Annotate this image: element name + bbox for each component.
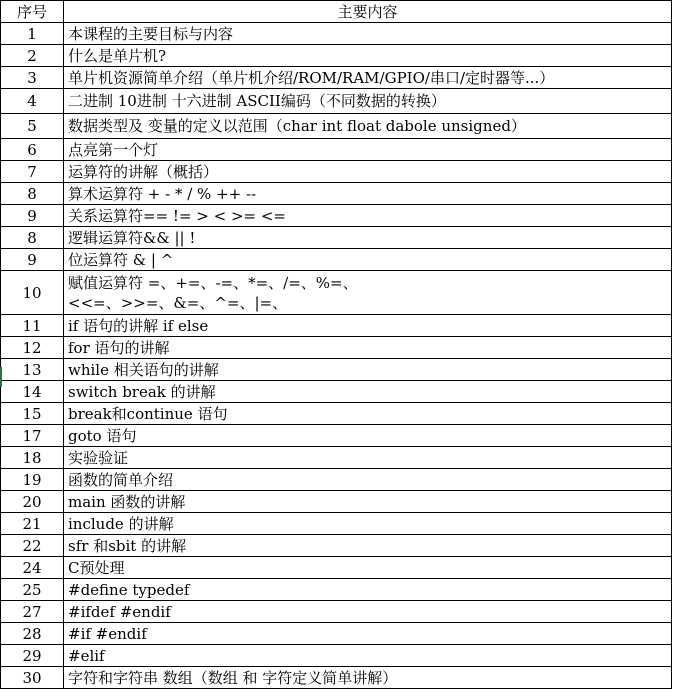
row-content-cell[interactable] [64, 447, 672, 469]
table-row [1, 447, 672, 469]
row-number-cell[interactable]: 18 [1, 447, 64, 469]
table-row [1, 645, 672, 667]
row-number-cell[interactable]: 20 [1, 491, 64, 513]
cell-text-line: for 语句的讲解 [68, 338, 170, 357]
cell-text-line: 本课程的主要目标与内容 [68, 24, 234, 43]
row-content-cell[interactable] [64, 205, 672, 227]
cell-text-line: 实验验证 [68, 448, 129, 467]
table-row [1, 557, 672, 579]
row-content-cell[interactable] [64, 667, 672, 689]
table-row [1, 337, 672, 359]
cell-text-line: <<=、>>=、&=、^=、|=、 [68, 293, 288, 312]
table-row [1, 469, 672, 491]
cell-text-line: #elif [68, 646, 105, 665]
row-number-cell[interactable]: 7 [1, 161, 64, 183]
row-number-cell[interactable]: 17 [1, 425, 64, 447]
row-content-cell[interactable] [64, 425, 672, 447]
row-content-cell[interactable] [64, 67, 672, 89]
table-row [1, 491, 672, 513]
cell-text-line: if 语句的讲解 if else [68, 316, 209, 335]
cell-text-line: 运算符的讲解（概括） [68, 162, 219, 181]
row-content-cell[interactable] [64, 315, 672, 337]
cell-text-line: 逻辑运算符&& || ! [68, 228, 196, 247]
row-content-cell[interactable] [64, 45, 672, 67]
table-row [1, 513, 672, 535]
cell-text-line: 单片机资源简单介绍（单片机介绍/ROM/RAM/GPIO/串口/定时器等...） [68, 68, 555, 87]
row-content-cell[interactable] [64, 601, 672, 623]
header-row [1, 1, 672, 23]
row-number-cell[interactable]: 9 [1, 249, 64, 271]
table-row [1, 623, 672, 645]
cell-text-line: 二进制 10进制 十六进制 ASCII编码（不同数据的转换） [68, 92, 446, 110]
row-number-cell[interactable]: 2 [1, 45, 64, 67]
row-content-cell[interactable] [64, 381, 672, 403]
table-row [1, 315, 672, 337]
table-row [1, 381, 672, 403]
cell-text-line: include 的讲解 [68, 514, 174, 533]
row-number-cell[interactable]: 27 [1, 601, 64, 623]
cell-text-line: 关系运算符== != > < >= <= [68, 206, 286, 225]
table-row [1, 359, 672, 381]
row-content-cell[interactable] [64, 271, 672, 315]
row-number-cell[interactable]: 29 [1, 645, 64, 667]
row-number-cell[interactable]: 11 [1, 315, 64, 337]
row-content-cell[interactable] [64, 491, 672, 513]
cell-text-line: 字符和字符串 数组（数组 和 字符定义简单讲解） [68, 668, 398, 687]
row-content-cell[interactable] [64, 579, 672, 601]
cell-text-line: 点亮第一个灯 [68, 140, 159, 159]
row-content-cell[interactable] [64, 535, 672, 557]
row-number-cell[interactable]: 28 [1, 623, 64, 645]
row-content-cell[interactable] [64, 89, 672, 114]
row-number-cell[interactable]: 3 [1, 67, 64, 89]
row-number-cell[interactable]: 8 [1, 183, 64, 205]
row-content-cell[interactable] [64, 557, 672, 579]
row-content-cell[interactable] [64, 645, 672, 667]
row-content-cell[interactable] [64, 114, 672, 139]
table-row [1, 114, 672, 139]
header-cell-number[interactable]: 序号 [1, 1, 64, 23]
table-row [1, 535, 672, 557]
cell-text-line: #define typedef [68, 580, 190, 599]
row-content-cell[interactable] [64, 249, 672, 271]
table-row [1, 403, 672, 425]
table-row [1, 45, 672, 67]
row-content-cell[interactable] [64, 139, 672, 161]
row-number-cell[interactable]: 1 [1, 23, 64, 45]
cell-text-line: break和continue 语句 [68, 404, 228, 423]
row-number-cell[interactable]: 5 [1, 114, 64, 139]
table-row [1, 601, 672, 623]
cell-text-line: goto 语句 [68, 426, 137, 445]
cell-text-line: 数据类型及 变量的定义以范围（char int float dabole unsigned） [68, 117, 526, 135]
table-row [1, 161, 672, 183]
table-row [1, 227, 672, 249]
table-row [1, 67, 672, 89]
cell-text-line: while 相关语句的讲解 [68, 360, 219, 379]
table-row [1, 249, 672, 271]
row-number-cell[interactable]: 14 [1, 381, 64, 403]
cell-text-line: #ifdef #endif [68, 602, 171, 621]
row-number-cell[interactable]: 15 [1, 403, 64, 425]
row-content-cell[interactable] [64, 403, 672, 425]
row-number-cell[interactable]: 21 [1, 513, 64, 535]
row-number-cell[interactable]: 30 [1, 667, 64, 689]
cell-text-line: C预处理 [68, 558, 125, 577]
table-row [1, 139, 672, 161]
row-number-cell[interactable]: 4 [1, 89, 64, 114]
row-number-cell[interactable]: 22 [1, 535, 64, 557]
cell-text-line: #if #endif [68, 624, 147, 643]
cell-text-line: 函数的简单介绍 [68, 470, 174, 489]
row-number-cell[interactable]: 13 [1, 359, 64, 381]
row-number-cell[interactable]: 6 [1, 139, 64, 161]
table-row [1, 425, 672, 447]
cell-text-line: 赋值运算符 =、+=、-=、*=、/=、%=、 [68, 273, 358, 292]
row-number-cell[interactable]: 25 [1, 579, 64, 601]
table-row [1, 89, 672, 114]
row-content-cell[interactable] [64, 23, 672, 45]
table-row [1, 23, 672, 45]
row-number-cell[interactable]: 9 [1, 205, 64, 227]
table-body [1, 23, 672, 689]
row-content-cell[interactable] [64, 183, 672, 205]
table-row [1, 579, 672, 601]
table-row [1, 271, 672, 315]
row-content-cell[interactable] [64, 227, 672, 249]
cell-text-line: sfr 和sbit 的讲解 [68, 536, 187, 555]
cell-text-line: 位运算符 & | ^ [68, 250, 174, 269]
cell-text-line: 什么是单片机? [68, 46, 167, 65]
row-number-cell[interactable]: 24 [1, 557, 64, 579]
cell-text-line: switch break 的讲解 [68, 382, 216, 401]
row-content-cell[interactable] [64, 161, 672, 183]
row-number-cell[interactable]: 12 [1, 337, 64, 359]
row-number-cell[interactable]: 10 [1, 271, 64, 315]
cell-text-line: 算术运算符 + - * / % ++ -- [68, 184, 257, 203]
row-content-cell[interactable] [64, 337, 672, 359]
row-content-cell[interactable] [64, 623, 672, 645]
cell-text-line: main 函数的讲解 [68, 492, 186, 511]
row-selection-marker [0, 367, 2, 387]
table-row [1, 667, 672, 689]
row-content-cell[interactable] [64, 469, 672, 491]
row-number-cell[interactable]: 19 [1, 469, 64, 491]
header-cell-content[interactable]: 主要内容 [64, 1, 672, 23]
table-row [1, 183, 672, 205]
table-row [1, 205, 672, 227]
row-content-cell[interactable] [64, 513, 672, 535]
row-content-cell[interactable] [64, 359, 672, 381]
row-number-cell[interactable]: 8 [1, 227, 64, 249]
